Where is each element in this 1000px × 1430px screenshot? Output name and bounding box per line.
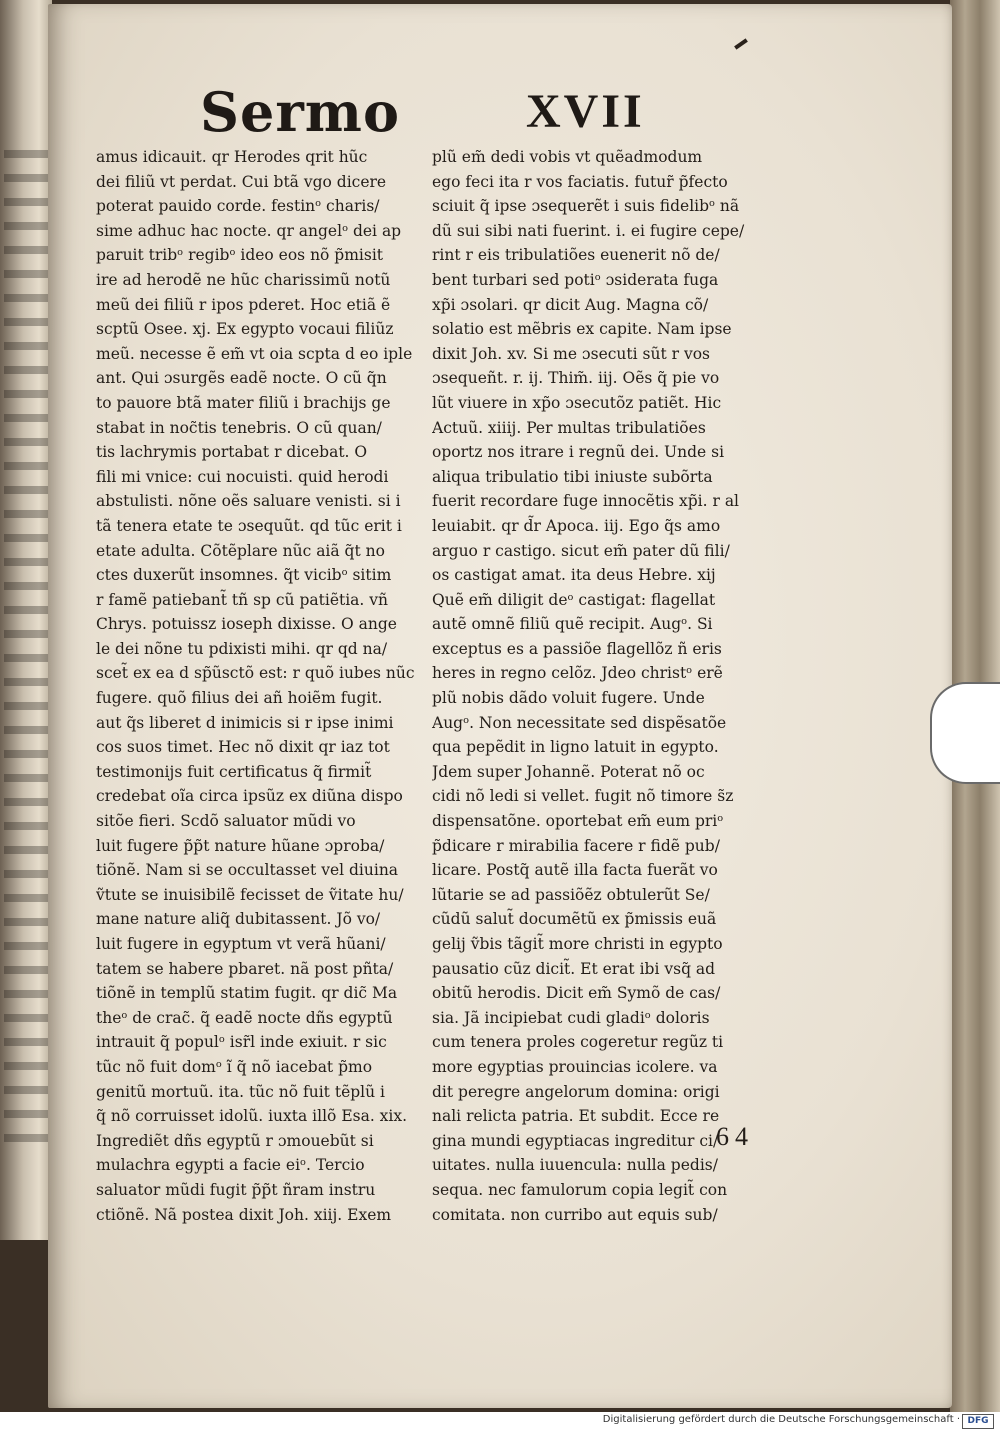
text-line: ctes duxerũt insomnes. q̃t vicibᵒ sitim: [96, 566, 392, 585]
text-line: sia. Jã incipiebat cudi gladiᵒ doloris: [432, 1008, 710, 1027]
facing-page-text-fragment: [4, 150, 48, 1150]
text-line: fili mi vnice: cui nocuisti. quid herodi: [96, 467, 389, 486]
text-line: cidi nõ ledi si vellet. fugit nõ timore s̃z: [432, 787, 734, 806]
text-line: tiõnẽ. Nam si se occultasset vel diuina: [96, 861, 399, 880]
text-line: comitata. non curribo aut equis sub/: [432, 1205, 718, 1224]
text-line: dixit Joh. xv. Si me ɔsecuti sũt r vos: [432, 344, 710, 363]
text-line: fugere. quõ filius dei añ hoiẽm fugit.: [96, 689, 383, 708]
facing-page-edge: [0, 0, 52, 1240]
text-line: gina mundi egyptiacas ingreditur ci/: [432, 1131, 719, 1150]
text-line: rint r eis tribulatiões euenerit nõ de/: [432, 246, 720, 265]
text-line: saluator mũdi fugit p̃p̃t ñram instru: [96, 1180, 376, 1199]
text-line: tũc nõ fuit domᵒ ĩ q̃ nõ iacebat p̃mo: [96, 1057, 373, 1076]
text-line: luit fugere in egyptum vt verã hũani/: [96, 935, 386, 953]
text-line: plũ em̃ dedi vobis vt quẽadmodum: [432, 148, 703, 166]
text-line: tis lachrymis portabat r dicebat. O: [96, 443, 368, 462]
text-line: uitates. nulla iuuencula: nulla pedis/: [432, 1156, 718, 1175]
text-line: qua pepẽdit in ligno latuit in egypto.: [432, 738, 719, 757]
page-clip-icon: [930, 682, 1000, 784]
text-line: autẽ omnẽ filiũ quẽ recipit. Augᵒ. Si: [432, 615, 713, 634]
right-text-column: [432, 145, 782, 1227]
text-line: aut q̃s liberet d inimicis si r ipse inimi: [96, 713, 394, 732]
running-title: Sermo: [200, 80, 400, 144]
text-line: credebat oĩa circa ipsũz ex diũna dispo: [96, 787, 403, 806]
text-line: cum tenera proles cogeretur regũz ti: [432, 1033, 724, 1052]
text-line: theᵒ de crac̃. q̃ eadẽ nocte dñs egyptũ: [96, 1008, 393, 1027]
left-text-column: [96, 145, 436, 1227]
text-line: ṽtute se inuisibilẽ fecisset de ṽitate hu/: [96, 885, 404, 904]
text-line: Ingrediẽt dñs egyptũ r ɔmouebũt si: [96, 1131, 374, 1150]
text-line: sequa. nec famulorum copia legit̃ con: [432, 1180, 728, 1199]
text-line: scet̃ ex ea d sp̃ũsctõ est: r quõ iubes nũc: [96, 664, 415, 683]
text-line: r famẽ patiebant̃ tñ sp cũ patiẽtia. vñ: [96, 590, 389, 609]
text-line: ctiõnẽ. Nã postea dixit Joh. xiij. Exem: [96, 1205, 392, 1224]
text-line: mulachra egypti a facie eiᵒ. Tercio: [96, 1156, 365, 1175]
text-line: cos suos timet. Hec nõ dixit qr iaz tot: [96, 738, 390, 757]
text-line: dũ sui sibi nati fuerint. i. ei fugire cepe/: [432, 221, 745, 240]
text-line: Actuũ. xiiij. Per multas tribulatiões: [432, 418, 706, 437]
text-line: to pauore btã mater filiũ i brachijs ge: [96, 393, 391, 412]
text-line: heres in regno celõz. Jdeo christᵒ erẽ: [432, 664, 723, 683]
text-line: tiõnẽ in templũ statim fugit. qr dic̃ Ma: [96, 984, 398, 1003]
text-line: solatio est mẽbris ex capite. Nam ipse: [432, 320, 732, 339]
text-line: testimonijs fuit certificatus q̃ firmit̃: [96, 762, 372, 781]
text-line: amus idicauit. qr Herodes qrit hũc: [96, 148, 368, 166]
text-line: abstulisti. nõne oẽs saluare venisti. si i: [96, 492, 401, 511]
text-line: dit peregre angelorum domina: origi: [432, 1082, 720, 1101]
text-line: paruit tribᵒ regibᵒ ideo eos nõ p̃misit: [96, 246, 384, 265]
text-line: obitũ herodis. Dicit em̃ Symõ de cas/: [432, 984, 721, 1003]
text-line: Quẽ em̃ diligit deᵒ castigat: flagellat: [432, 590, 716, 609]
text-line: sime adhuc hac nocte. qr angelᵒ dei ap: [96, 221, 402, 240]
text-line: tã tenera etate te ɔsequũt. qd tũc erit i: [96, 516, 402, 535]
text-line: os castigat amat. ita deus Hebre. xij: [432, 566, 716, 585]
text-line: leuiabit. qr d̃r Apoca. iij. Ego q̃s amo: [432, 516, 721, 535]
funding-credit: Digitalisierung gefördert durch die Deutsche Forschungsgemeinschaft ·: [602, 1414, 960, 1425]
text-line: licare. Postq̃ autẽ illa facta fuerãt vo: [432, 861, 718, 880]
text-line: scptũ Osee. xj. Ex egypto vocaui filiũz: [96, 320, 394, 339]
text-line: more egyptias prouincias icolere. va: [432, 1057, 718, 1076]
text-line: intrauit q̃ populᵒ isr̃l inde exiuit. r sic: [96, 1033, 387, 1052]
text-line: meũ dei filiũ r ipos pderet. Hoc etiã ẽ: [96, 295, 391, 314]
text-line: cũdũ salut̃ documẽtũ ex p̃missis euã: [432, 910, 717, 929]
text-line: arguo r castigo. sicut em̃ pater dũ fili/: [432, 541, 730, 560]
page-header: [200, 80, 660, 150]
text-line: oportz nos itrare i regnũ dei. Unde si: [432, 443, 725, 462]
text-line: exceptus es a passiõe flagellõz ñ eris: [432, 639, 722, 658]
text-line: xp̃i ɔsolari. qr dicit Aug. Magna cõ/: [432, 295, 709, 314]
dfg-logo: DFG: [962, 1414, 994, 1429]
text-line: sciuit q̃ ipse ɔsequerẽt i suis fidelibᵒ nã: [432, 197, 740, 216]
text-line: genitũ mortuũ. ita. tũc nõ fuit tẽplũ i: [96, 1082, 385, 1101]
text-line: Augᵒ. Non necessitate sed dispẽsatõe: [432, 713, 727, 732]
text-line: nali relicta patria. Et subdit. Ecce re: [432, 1107, 720, 1126]
text-line: Jdem super Johannẽ. Poterat nõ oc: [432, 762, 705, 781]
text-line: le dei nõne tu pdixisti mihi. qr qd na/: [96, 639, 388, 658]
text-line: ego feci ita r vos faciatis. futur̃ p̃fecto: [432, 172, 728, 191]
text-line: dispensatõne. oportebat em̃ eum priᵒ: [432, 812, 724, 831]
text-line: lũt viuere in xp̃o ɔsecutõz patiẽt. Hic: [432, 393, 722, 412]
text-line: meũ. necesse ẽ em̃ vt oia scpta d eo iple: [96, 344, 413, 363]
text-line: plũ nobis dãdo voluit fugere. Unde: [432, 689, 705, 708]
text-line: ant. Qui ɔsurgẽs eadẽ nocte. O cũ q̃n: [96, 369, 387, 388]
text-line: aliqua tribulatio tibi iniuste subõrta: [432, 467, 713, 486]
text-line: lũtarie se ad passiõẽz obtulerũt Se/: [432, 885, 710, 904]
text-line: Chrys. potuissz ioseph dixisse. O ange: [96, 615, 397, 634]
text-line: ɔsequeñt. r. ij. Thim̃. iij. Oẽs q̃ pie vo: [432, 369, 720, 388]
text-line: ire ad herodẽ ne hũc charissimũ notũ: [96, 270, 391, 289]
text-line: luit fugere p̃p̃t nature hũane ɔproba/: [96, 836, 385, 855]
text-line: p̃dicare r mirabilia facere r fidẽ pub/: [432, 836, 720, 855]
text-line: bent turbari sed potiᵒ ɔsiderata fuga: [432, 270, 719, 289]
sermon-number: XVII: [526, 85, 645, 138]
text-line: pausatio cũz dicit̃. Et erat ibi vsq̃ ad: [432, 959, 716, 978]
text-line: mane nature aliq̃ dubitassent. Jõ vo/: [96, 910, 381, 929]
text-line: poterat pauido corde. festinᵒ charis/: [96, 197, 380, 216]
text-line: stabat in noc̃tis tenebris. O cũ quan/: [96, 418, 382, 437]
text-line: sitõe fieri. Scdõ saluator mũdi vo: [96, 812, 356, 831]
text-line: etate adulta. Cõtẽplare nũc aiã q̃t no: [96, 541, 385, 560]
text-line: tatem se habere pbaret. nã post pñta/: [96, 959, 394, 978]
text-line: fuerit recordare fuge innocẽtis xp̃i. r al: [432, 492, 740, 511]
folio-number: 64: [716, 1122, 754, 1151]
text-line: dei filiũ vt perdat. Cui btã vgo dicere: [96, 172, 387, 191]
digitization-footer: [0, 1412, 1000, 1430]
text-line: q̃ nõ corruisset idolũ. iuxta illõ Esa. xix.: [96, 1107, 408, 1126]
text-line: gelij ṽbis tãgit̃ more christi in egypto: [432, 935, 723, 953]
